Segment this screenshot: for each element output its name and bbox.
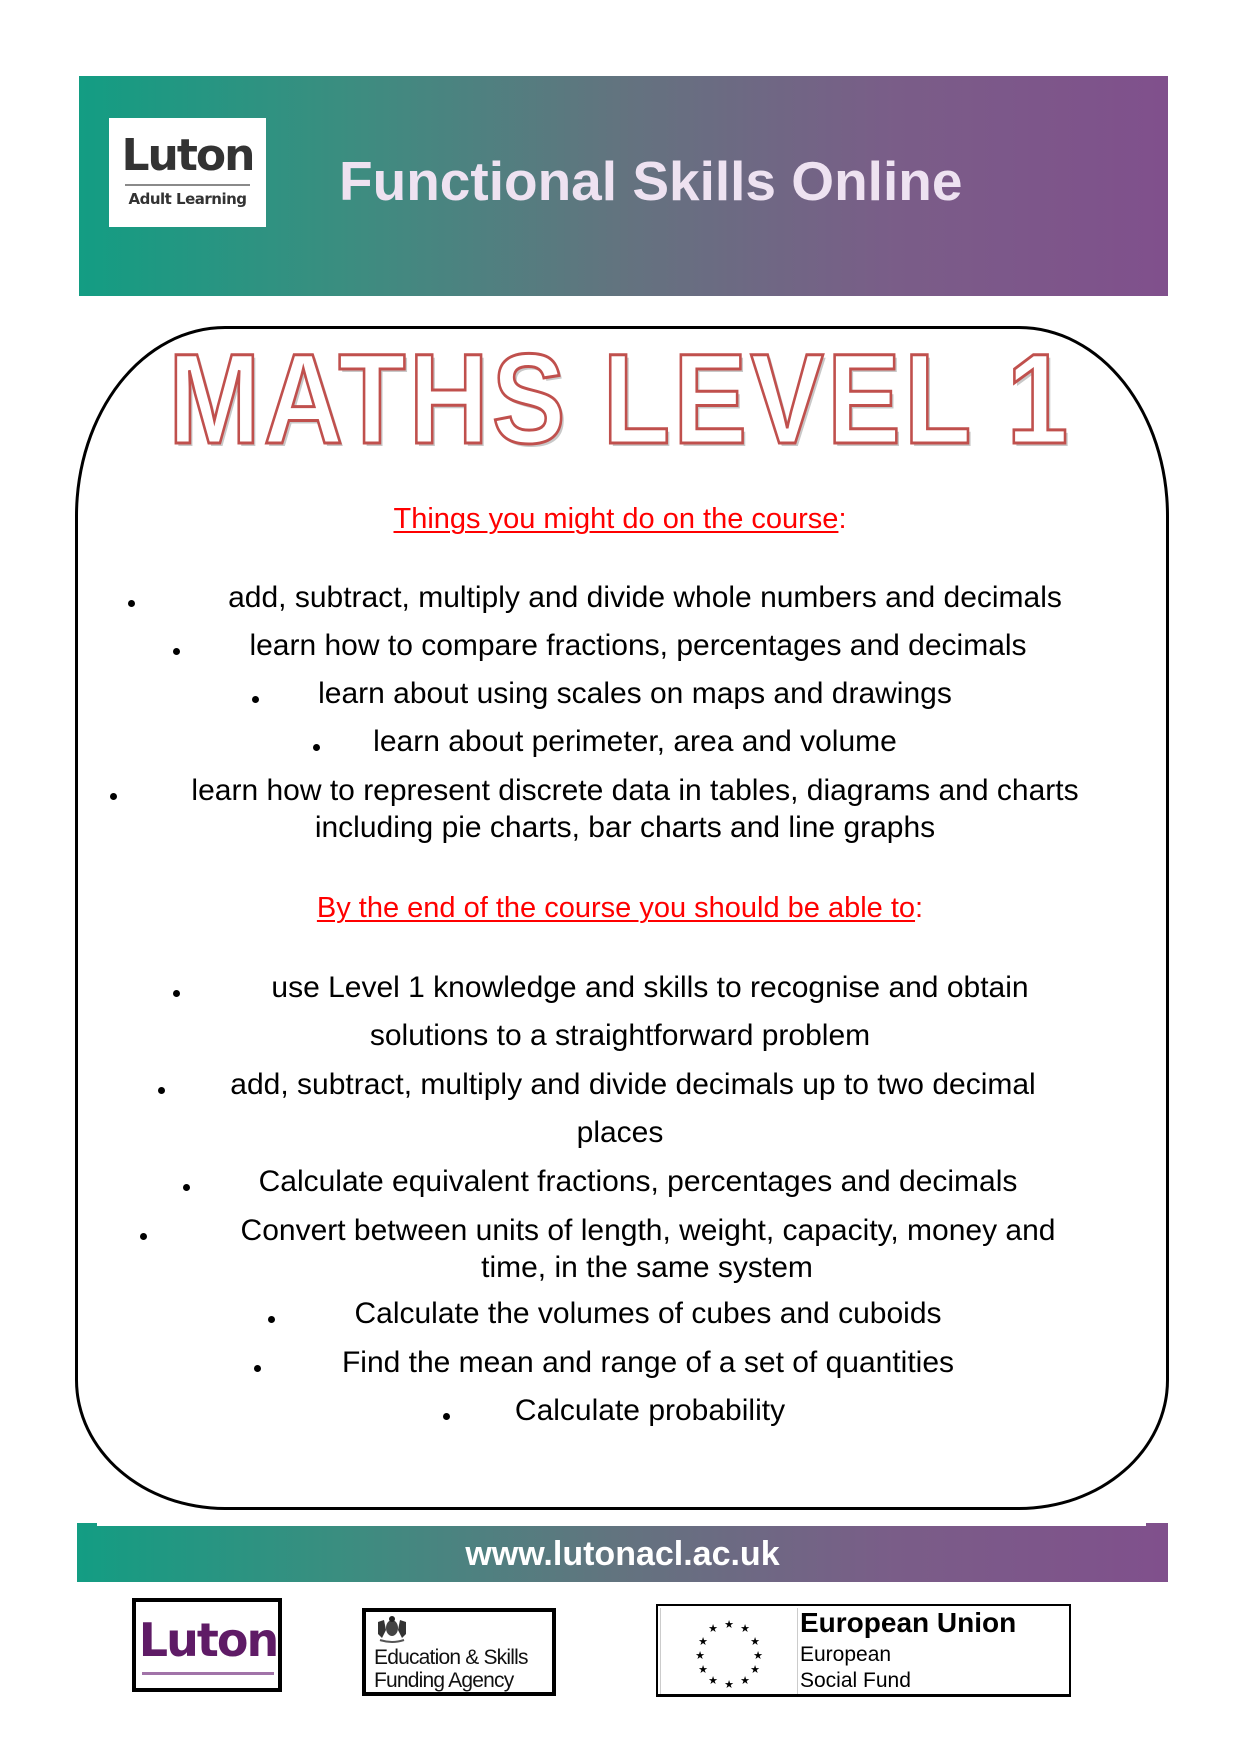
svg-text:★: ★ [695, 1649, 705, 1662]
svg-text:★: ★ [698, 1663, 708, 1676]
esf-line1: European [800, 1643, 892, 1666]
eu-flag [660, 1608, 798, 1694]
luton-council-logo [132, 1598, 282, 1692]
eu-stars-icon [661, 1608, 797, 1694]
course-title: MATHS LEVEL 1 [168, 328, 1072, 471]
list-item-text: Calculate equivalent fractions, percentages and decimals [258, 1165, 1018, 1198]
list-item-text: add, subtract, multiply and divide decimals up to two decimal [230, 1068, 1036, 1101]
svg-text:★: ★ [724, 1618, 734, 1631]
logo-wordmark: Luton [121, 130, 254, 181]
section-heading-colon: : [838, 503, 847, 535]
list-item-text: learn how to compare fractions, percentages and decimals [249, 629, 1027, 662]
list-item-text: Find the mean and range of a set of quantities [341, 1346, 955, 1379]
svg-text:★: ★ [740, 1674, 750, 1687]
svg-text:★: ★ [698, 1635, 708, 1648]
royal-crest-icon [374, 1614, 410, 1644]
page-title: Functional Skills Online [339, 150, 963, 212]
esfa-name-line2: Funding Agency [374, 1669, 514, 1692]
website-link[interactable]: www.lutonacl.ac.uk [465, 1535, 780, 1573]
section-heading-course-activities [0, 503, 1240, 536]
logo-divider [125, 184, 250, 186]
svg-text:★: ★ [750, 1635, 760, 1648]
footer-banner [77, 1523, 1168, 1582]
svg-text:★: ★ [708, 1622, 718, 1635]
section-heading-text: Things you might do on the course [393, 503, 839, 535]
section-heading-colon: : [915, 892, 924, 924]
esf-line2: Social Fund [800, 1669, 911, 1692]
header-banner [79, 76, 1168, 296]
svg-text:★: ★ [753, 1649, 763, 1662]
svg-text:★: ★ [740, 1622, 750, 1635]
svg-text:★: ★ [708, 1674, 718, 1687]
list-item-text: use Level 1 knowledge and skills to recognise and obtain [271, 971, 1029, 1004]
section-heading-learning-outcomes [0, 892, 1240, 925]
svg-text:★: ★ [724, 1678, 734, 1691]
luton-underline [142, 1672, 274, 1675]
list-item-text-cont: solutions to a straightforward problem [369, 1019, 871, 1052]
list-item-text-cont: including pie charts, bar charts and line graphs [314, 811, 936, 844]
list-item-text-cont: time, in the same system [481, 1251, 813, 1284]
eu-esf-logo [656, 1604, 1071, 1697]
list-item-text: Calculate probability [514, 1394, 786, 1427]
esfa-name-line1: Education & Skills [374, 1646, 528, 1669]
list-item-text: learn about perimeter, area and volume [373, 725, 897, 758]
eu-title: European Union [800, 1607, 1017, 1638]
esfa-logo [362, 1608, 556, 1696]
section-heading-text: By the end of the course you should be able to [316, 892, 916, 924]
list-item-text: add, subtract, multiply and divide whole numbers and decimals [228, 581, 1062, 614]
luton-wordmark: Luton [138, 1613, 278, 1667]
svg-text:★: ★ [750, 1663, 760, 1676]
logo-subtitle: Adult Learning [128, 190, 247, 208]
list-item-text-cont: places [576, 1116, 664, 1149]
luton-adult-learning-logo [109, 118, 266, 227]
list-item-text: Calculate the volumes of cubes and cuboids [354, 1297, 942, 1330]
list-item-text: learn about using scales on maps and drawings [318, 677, 952, 710]
list-item-text: learn how to represent discrete data in tables, diagrams and charts [191, 774, 1079, 807]
list-item-text: Convert between units of length, weight, capacity, money and [240, 1214, 1056, 1247]
